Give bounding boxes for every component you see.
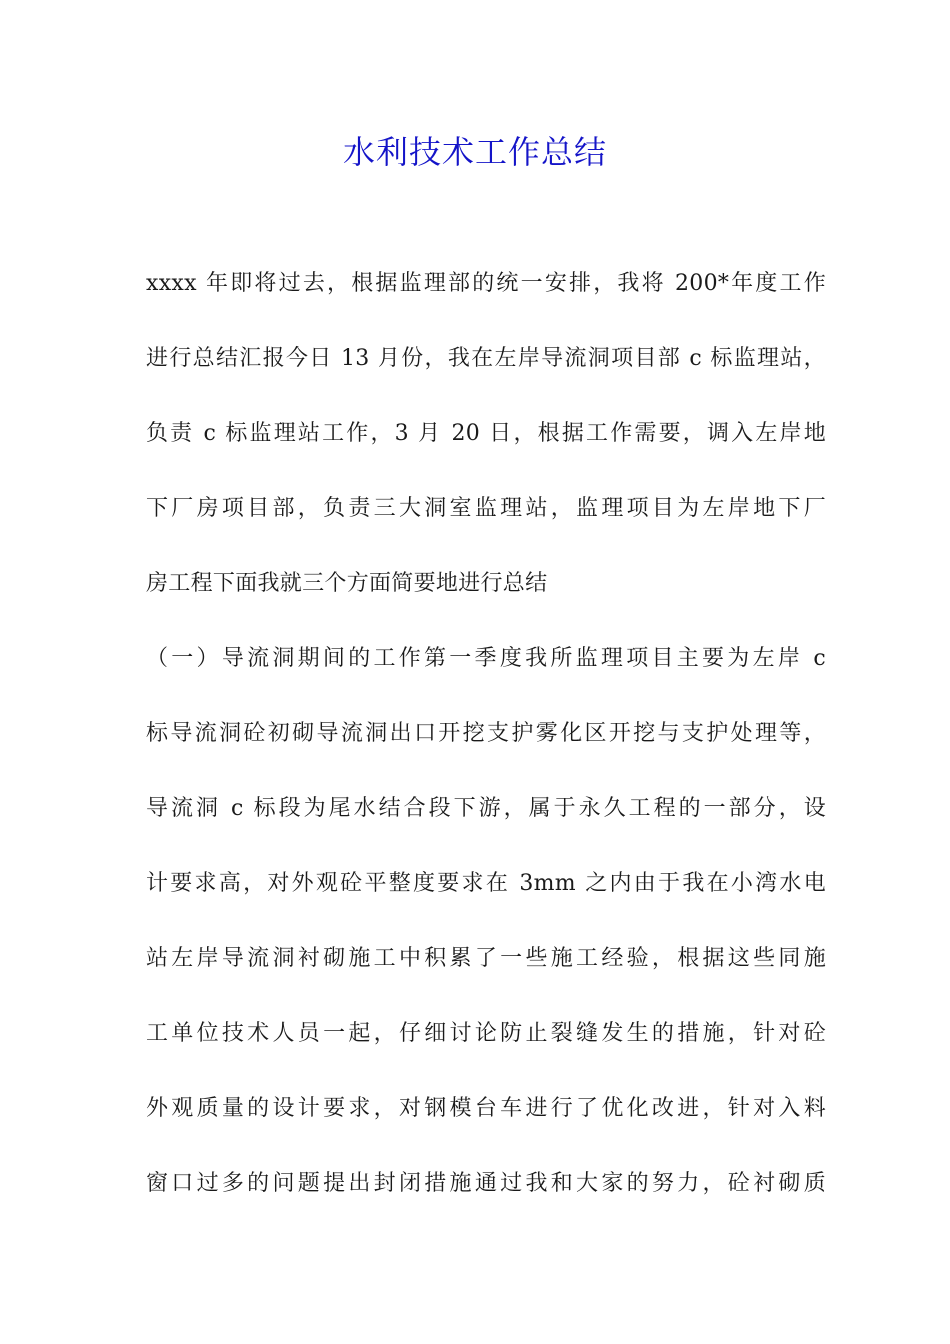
body-line-2: 进行总结汇报今日 13 月份，我在左岸导流洞项目部 c 标监理站， [146, 346, 826, 371]
document-title: 水利技术工作总结 [342, 133, 607, 171]
body-line-8: 导流洞 c 标段为尾水结合段下游，属于永久工程的一部分，设 [146, 796, 826, 821]
body-line-4: 下厂房项目部，负责三大洞室监理站，监理项目为左岸地下厂 [146, 496, 826, 521]
body-line-11: 工单位技术人员一起，仔细讨论防止裂缝发生的措施，针对砼 [146, 1021, 826, 1046]
body-line-12: 外观质量的设计要求，对钢模台车进行了优化改进，针对入料 [146, 1096, 826, 1121]
body-line-5: 房工程下面我就三个方面简要地进行总结 [146, 571, 548, 596]
body-line-13: 窗口过多的问题提出封闭措施通过我和大家的努力，砼衬砌质 [146, 1171, 826, 1196]
body-line-1: xxxx 年即将过去，根据监理部的统一安排，我将 200*年度工作 [146, 271, 826, 296]
body-line-6: （一）导流洞期间的工作第一季度我所监理项目主要为左岸 c [146, 646, 826, 671]
body-line-3: 负责 c 标监理站工作，3 月 20 日，根据工作需要，调入左岸地 [146, 421, 826, 446]
body-line-7: 标导流洞砼初砌导流洞出口开挖支护雾化区开挖与支护处理等， [146, 721, 826, 746]
body-line-9: 计要求高，对外观砼平整度要求在 3mm 之内由于我在小湾水电 [146, 871, 826, 896]
body-line-10: 站左岸导流洞衬砌施工中积累了一些施工经验，根据这些同施 [146, 946, 826, 971]
